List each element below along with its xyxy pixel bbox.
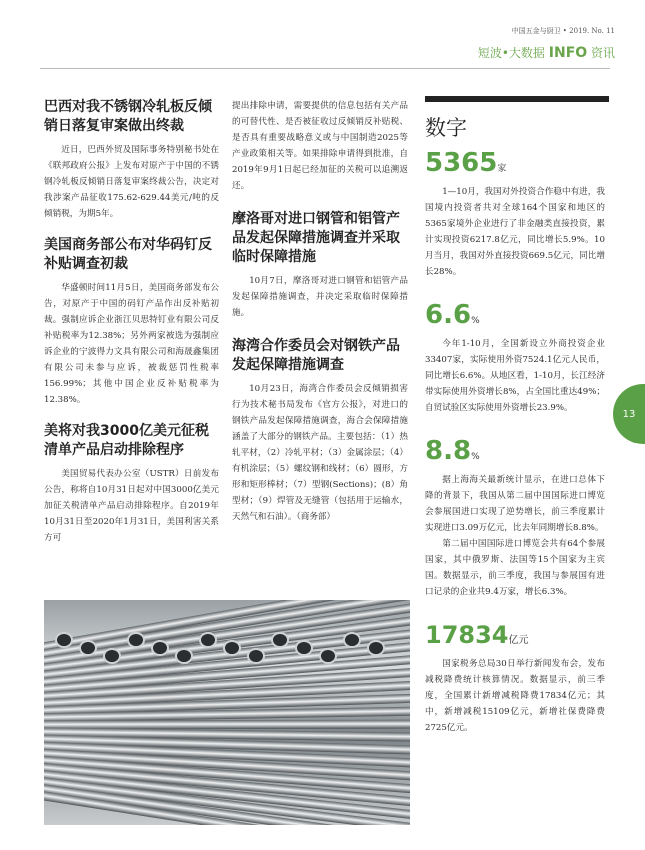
column-1 <box>44 98 219 546</box>
header-section <box>478 44 615 61</box>
pipe-end <box>152 641 168 655</box>
article-paragraph-continued: 提出排除申请，需要提供的信息包括有关产品的可替代性、是否被征收过反倾销反补贴税、是否具有重要战略意义或与中国制造2025等产业政策相关等。如果排除申请得到批准，自2019年9月1日起已经加征的关税可以追溯返还。 <box>232 101 408 191</box>
article-title: 摩洛哥对进口钢管和铝管产品发起保障措施调查并采取临时保障措施 <box>232 211 400 265</box>
pipe-end <box>224 641 240 655</box>
steel-pipes-photo <box>44 600 410 825</box>
article-gcc <box>232 337 408 525</box>
number-paragraph: 1—10月，我国对外投资合作稳中有进，我国境内投资者共对全球164个国家和地区的5365家境外企业进行了非金融类直接投资，累计实现投资6217.8亿元，同比增长5.9%。10月当月，我国对外直接投资669.5亿元，同比增长28%。 <box>425 187 605 277</box>
section-info: INFO <box>548 45 588 61</box>
header-divider <box>40 68 610 69</box>
number-item-6-6 <box>425 300 605 416</box>
steel-pipes-illustration <box>44 600 410 825</box>
pipe-end <box>344 633 360 647</box>
pipe-end <box>80 641 96 655</box>
number-unit: 家 <box>497 164 507 174</box>
pipe-end <box>272 633 288 647</box>
article-title: 巴西对我不锈钢冷轧板反倾销日落复审案做出终裁 <box>44 99 212 134</box>
number-paragraph: 今年1-10月，全国新设立外商投资企业33407家，实际使用外资7524.1亿元人民币，同比增长6.6%。从地区看，1-10月，长江经济带实际使用外资增长8%，占全国比重达49%；自贸试验区实际使用外资增长23.9%。 <box>425 339 605 413</box>
article-morocco <box>232 210 408 321</box>
column-2 <box>232 98 408 525</box>
big-number: 6.6% <box>425 300 480 330</box>
big-number: 8.8% <box>425 436 480 466</box>
article-brazil <box>44 98 219 222</box>
pipe-end <box>296 641 312 655</box>
numbers-column <box>425 148 605 736</box>
pipe-end <box>200 633 216 647</box>
numbers-topbar <box>425 96 609 102</box>
number-unit: % <box>471 452 480 462</box>
pipe-end <box>104 649 120 663</box>
pipe-end <box>248 649 264 663</box>
number-item-8-8 <box>425 436 605 600</box>
big-number: 17834亿元 <box>425 621 529 649</box>
number-unit: % <box>471 316 480 326</box>
pipe-end <box>128 633 144 647</box>
article-us-exclusion <box>44 422 219 546</box>
article-paragraph: 近日，巴西外贸及国际事务特别秘书处在《联邦政府公报》上发布对原产于中国的不锈钢冷轧板反倾销日落复审案终裁公告，决定对我涉案产品征收175.62-629.44美元/吨的反倾销税，为期5年。 <box>44 145 219 219</box>
numbers-title: 数字 <box>425 116 467 140</box>
pipe-end <box>176 649 192 663</box>
article-paragraph: 10月7日，摩洛哥对进口钢管和铝管产品发起保障措施调查，并决定采取临时保障措施。 <box>232 276 408 318</box>
article-paragraph: 10月23日，海湾合作委员会反倾销损害行为技术秘书局发布《官方公报》，对进口的钢铁产品发起保障措施调查，海合会保障措施涵盖了大部分的钢铁产品。主要包括：（1）热轧平材，（2）冷轧平材；（3）金属涂层；（4）有机涂层；（5）螺纹钢和线材；（6）圆形，方形和矩形棒材；（7）型钢(Sections)；(8）角型材；（9）焊管及无缝管（包括用于运输水，天然气和石油）。（商务部） <box>232 384 408 522</box>
section-cn: 短波•大数据 <box>477 46 545 60</box>
section-zx: 资讯 <box>590 46 615 60</box>
page-number-tab: 13 <box>613 384 645 444</box>
article-title: 海湾合作委员会对钢铁产品发起保障措施调查 <box>232 338 400 373</box>
article-title: 美将对我3000亿美元征税清单产品启动排除程序 <box>44 423 209 458</box>
pipe-end <box>368 641 384 655</box>
number-paragraph: 据上海海关最新统计显示，在进口总体下降的背景下，我国从第二届中国国际进口博览会参展国进口实现了逆势增长，前三季度累计实现进口3.09万亿元，比去年同期增长8.8%。 <box>425 475 605 533</box>
pipe-end <box>56 633 72 647</box>
number-paragraph: 国家税务总局30日举行新闻发布会，发布减税降费统计核算情况。数据显示，前三季度，全国累计新增减税降费17834亿元；其中，新增减税15109亿元，新增社保费降费2725亿元。 <box>425 659 605 733</box>
header-issue: 中国五金与厨卫 • 2019. No. 11 <box>511 27 615 35</box>
number-item-5365 <box>425 148 605 280</box>
article-paragraph: 华盛顿时间11月5日，美国商务部发布公告，对原产于中国的码钉产品作出反补贴初裁。强制应诉企业浙江贝思特钉业有限公司反补贴税率为12.38%；另外两家被选为强制应诉企业的宁波得力文具有限公司和海晟鑫集团有限公司未参与应诉，被裁惩罚性税率156.99%；其他中国企业反补贴税率为12.38%。 <box>44 283 219 405</box>
pipe-end <box>320 649 336 663</box>
article-title: 美国商务部公布对华码钉反补贴调查初裁 <box>44 237 212 272</box>
article-us-staples <box>44 236 219 408</box>
big-number: 5365家 <box>425 148 507 178</box>
article-paragraph: 美国贸易代表办公室（USTR）日前发布公告，称将自10月31日起对中国3000亿美元加征关税清单产品启动排除程序。自2019年10月31日至2020年1月31日，美国利害关系方可 <box>44 469 219 543</box>
pipe-shape <box>44 720 410 730</box>
number-unit: 亿元 <box>508 635 529 646</box>
number-paragraph: 第二届中国国际进口博览会共有64个参展国家，其中俄罗斯、法国等15个国家为主宾国。数据显示，前三季度，我国与参展国有进口记录的企业共9.4万家，增长6.3%。 <box>425 539 605 597</box>
number-item-17834 <box>425 620 605 736</box>
